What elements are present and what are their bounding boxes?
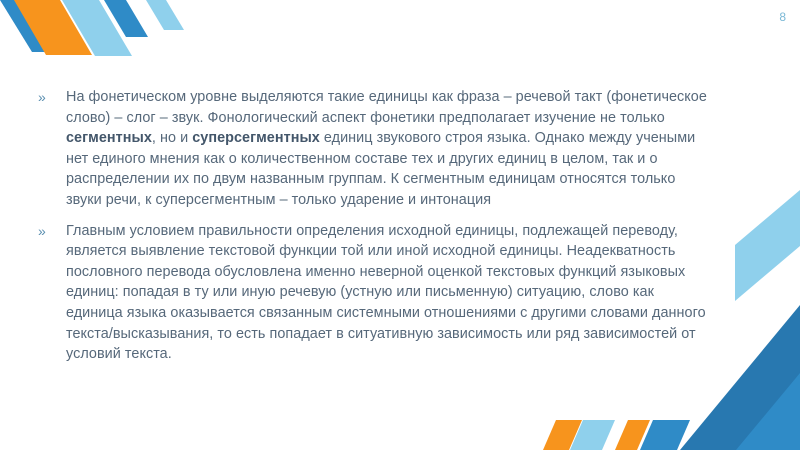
bullet-item-1 [38,87,710,211]
bullet-item-2 [38,221,710,365]
bold-term-segmental: сегментных [66,130,152,147]
text-segment: На фонетическом уровне выделяются такие единицы как фраза – речевой такт (фонетическое слово) – слог – звук. Фонологический аспект фонетики предполагает изучение не только [66,89,707,126]
bold-term-suprasegmental: суперсегментных [192,130,320,147]
text-segment: единиц звукового строя языка. Однако между учеными нет единого мнения как о количественном составе тех и других единиц в целом, так и о распределении их по двум названным группам. К сегментным единицам относятся только звуки речи, к суперсегментным – только ударение и интонация [66,130,696,208]
bullet-marker: » [38,89,46,105]
bullet-text [66,89,707,208]
bullet-list [38,87,710,375]
page-number: 8 [779,10,786,24]
bullet-text: Главным условием правильности определения исходной единицы, подлежащей переводу, является выявление текстовой функции той или иной исходной единицы. Неадекватность пословного перевода обусловлена именно неверной оценкой текстовых функций языковых единиц: попадая в ту или иную речевую (устную или письменную) ситуацию, слово как единица языка оказывается связанным системными отношениями с другими словами данного текста/высказывания, то есть попадает в ситуативную зависимость или ряд зависимостей от условий текста. [66,222,706,363]
stripe-lightblue2-top-left [146,0,184,30]
bullet-marker: » [38,222,46,239]
text-segment: , но и [151,130,193,147]
stripe-lightblue-right [735,190,800,301]
